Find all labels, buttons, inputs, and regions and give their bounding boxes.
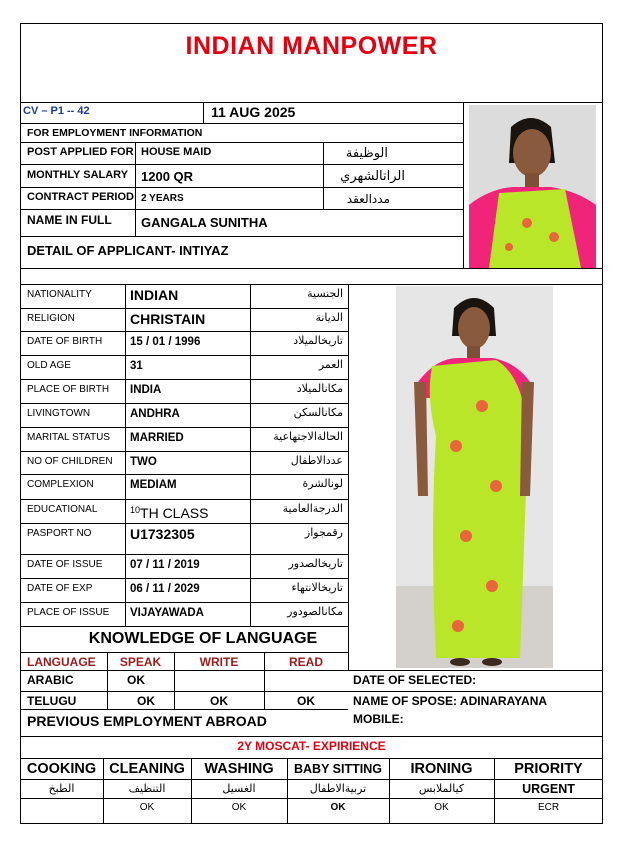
personal-field-label: PLACE OF BIRTH (27, 384, 110, 395)
language-header-speak: SPEAK (119, 655, 162, 669)
personal-field-value: VIJAYAWADA (130, 607, 204, 619)
skill-status: OK (434, 802, 449, 813)
personal-field-value: 07 / 11 / 2019 (130, 559, 200, 571)
post-value: HOUSE MAID (141, 146, 212, 158)
full-photo-icon (396, 286, 553, 668)
salary-label-arabic: الراتالشهري (340, 169, 405, 184)
personal-field-label: MARITAL STATUS (27, 432, 110, 443)
personal-field-value: 31 (130, 360, 143, 372)
personal-field-value: INDIAN (130, 287, 179, 303)
personal-field-label-arabic: رقمجواز (304, 526, 343, 539)
personal-field-value: U1732305 (130, 526, 195, 542)
language-header-write: WRITE (199, 655, 239, 669)
personal-field-label: COMPLEXION (27, 479, 94, 490)
skill-name: IRONING (410, 761, 473, 777)
education-level-text: TH CLASS (140, 504, 209, 521)
cv-reference: CV – P1 -- 42 (23, 105, 90, 117)
personal-field-label: EDUCATIONAL (27, 504, 98, 515)
language-name: ARABIC (27, 673, 74, 687)
personal-field-label-arabic: تاريخالميلاد (293, 334, 343, 347)
skill-status: OK (139, 802, 155, 813)
personal-field-label-arabic: تاريخالصدور (288, 557, 343, 570)
personal-field-label: NATIONALITY (27, 289, 92, 300)
personal-field-label: DATE OF BIRTH (27, 336, 103, 347)
post-label: POST APPLIED FOR (27, 146, 134, 158)
personal-field-value: ANDHRA (130, 408, 180, 420)
skill-name-arabic: الطبخ (48, 782, 75, 795)
personal-field-label-arabic: مكانالميلاد (296, 382, 343, 395)
personal-field-label-arabic: العمر (318, 358, 343, 371)
personal-field-value (130, 502, 208, 524)
applicant-portrait (469, 105, 596, 268)
language-speak: OK (127, 673, 145, 687)
employment-section-label: FOR EMPLOYMENT INFORMATION (27, 127, 203, 139)
personal-field-label-arabic: الجنسية (307, 287, 343, 300)
salary-value: 1200 QR (141, 169, 194, 184)
skill-name: PRIORITY (514, 761, 583, 777)
language-section-title: KNOWLEDGE OF LANGUAGE (88, 630, 318, 647)
cv-date: 11 AUG 2025 (211, 104, 296, 120)
personal-field-value: MARRIED (130, 432, 184, 444)
personal-field-label: OLD AGE (27, 360, 71, 371)
applicant-detail: DETAIL OF APPLICANT- INTIYAZ (27, 243, 229, 258)
mobile-number: MOBILE: (353, 712, 404, 726)
education-level-superscript: 10 (130, 505, 141, 515)
personal-field-label-arabic: مكانالسكن (293, 406, 343, 419)
personal-field-label-arabic: لونالشرة (302, 477, 343, 490)
personal-field-value: CHRISTAIN (130, 311, 206, 327)
language-name: TELUGU (27, 694, 77, 708)
skill-name-arabic: URGENT (522, 782, 575, 796)
skill-name: COOKING (26, 761, 97, 777)
skill-name-arabic: التنظيف (128, 782, 166, 795)
personal-field-value: 15 / 01 / 1996 (130, 336, 201, 348)
personal-field-label: RELIGION (27, 313, 75, 324)
language-read: OK (297, 694, 315, 708)
contract-value: 2 YEARS (141, 193, 184, 204)
contract-label: CONTRACT PERIOD (27, 191, 134, 203)
personal-field-value: TWO (130, 456, 157, 468)
language-header-read: READ (288, 655, 323, 669)
personal-field-label: LIVINGTOWN (27, 408, 91, 419)
personal-field-label: NO OF CHILDREN (27, 456, 113, 467)
personal-field-label: DATE OF ISSUE (27, 559, 103, 570)
portrait-photo-icon (469, 105, 596, 268)
experience-note: 2Y MOSCAT- EXPIRIENCE (237, 739, 386, 753)
skill-name-arabic: تربيةالاطفال (309, 782, 367, 795)
name-value: GANGALA SUNITHA (141, 215, 268, 230)
post-label-arabic: الوظيفة (345, 146, 388, 161)
personal-field-label: DATE OF EXP (27, 583, 93, 594)
personal-field-label-arabic: الحالةالاجتهاعية (273, 430, 343, 443)
skill-name: WASHING (204, 761, 274, 777)
language-header-language: LANGUAGE (27, 655, 96, 669)
language-speak: OK (137, 694, 155, 708)
skill-name: CLEANING (109, 761, 185, 777)
personal-field-value: MEDIAM (130, 479, 177, 491)
previous-employment-title: PREVIOUS EMPLOYMENT ABROAD (27, 713, 267, 729)
personal-field-value: INDIA (130, 384, 162, 396)
language-write: OK (210, 694, 228, 708)
personal-field-label-arabic: عددالاطفال (290, 454, 343, 467)
date-of-selected: DATE OF SELECTED: (353, 673, 477, 687)
personal-field-label: PASPORT NO (27, 528, 92, 539)
page-title: INDIAN MANPOWER (185, 32, 438, 60)
skill-name-arabic: كيالملابس (418, 782, 465, 795)
skill-status: ECR (537, 802, 560, 813)
contract-label-arabic: مددالعقد (346, 192, 390, 206)
personal-field-label-arabic: الدرجةالعامية (282, 502, 343, 515)
skill-name: BABY SITTING (294, 762, 382, 776)
personal-field-label: PLACE OF ISSUE (27, 607, 110, 618)
skill-name-arabic: الغسيل (222, 782, 256, 795)
personal-field-label-arabic: تاريخالانتهاء (291, 581, 343, 594)
skill-status: OK (231, 802, 247, 813)
salary-label: MONTHLY SALARY (27, 169, 129, 181)
personal-field-value: 06 / 11 / 2029 (130, 583, 200, 595)
personal-field-label-arabic: مكانالصودور (287, 605, 343, 618)
personal-field-label-arabic: الديانة (315, 311, 343, 324)
applicant-full-photo (396, 286, 553, 668)
name-label: NAME IN FULL (27, 213, 112, 227)
spouse-name: NAME OF SPOSE: ADINARAYANA (353, 694, 548, 708)
skill-status: OK (330, 802, 346, 813)
